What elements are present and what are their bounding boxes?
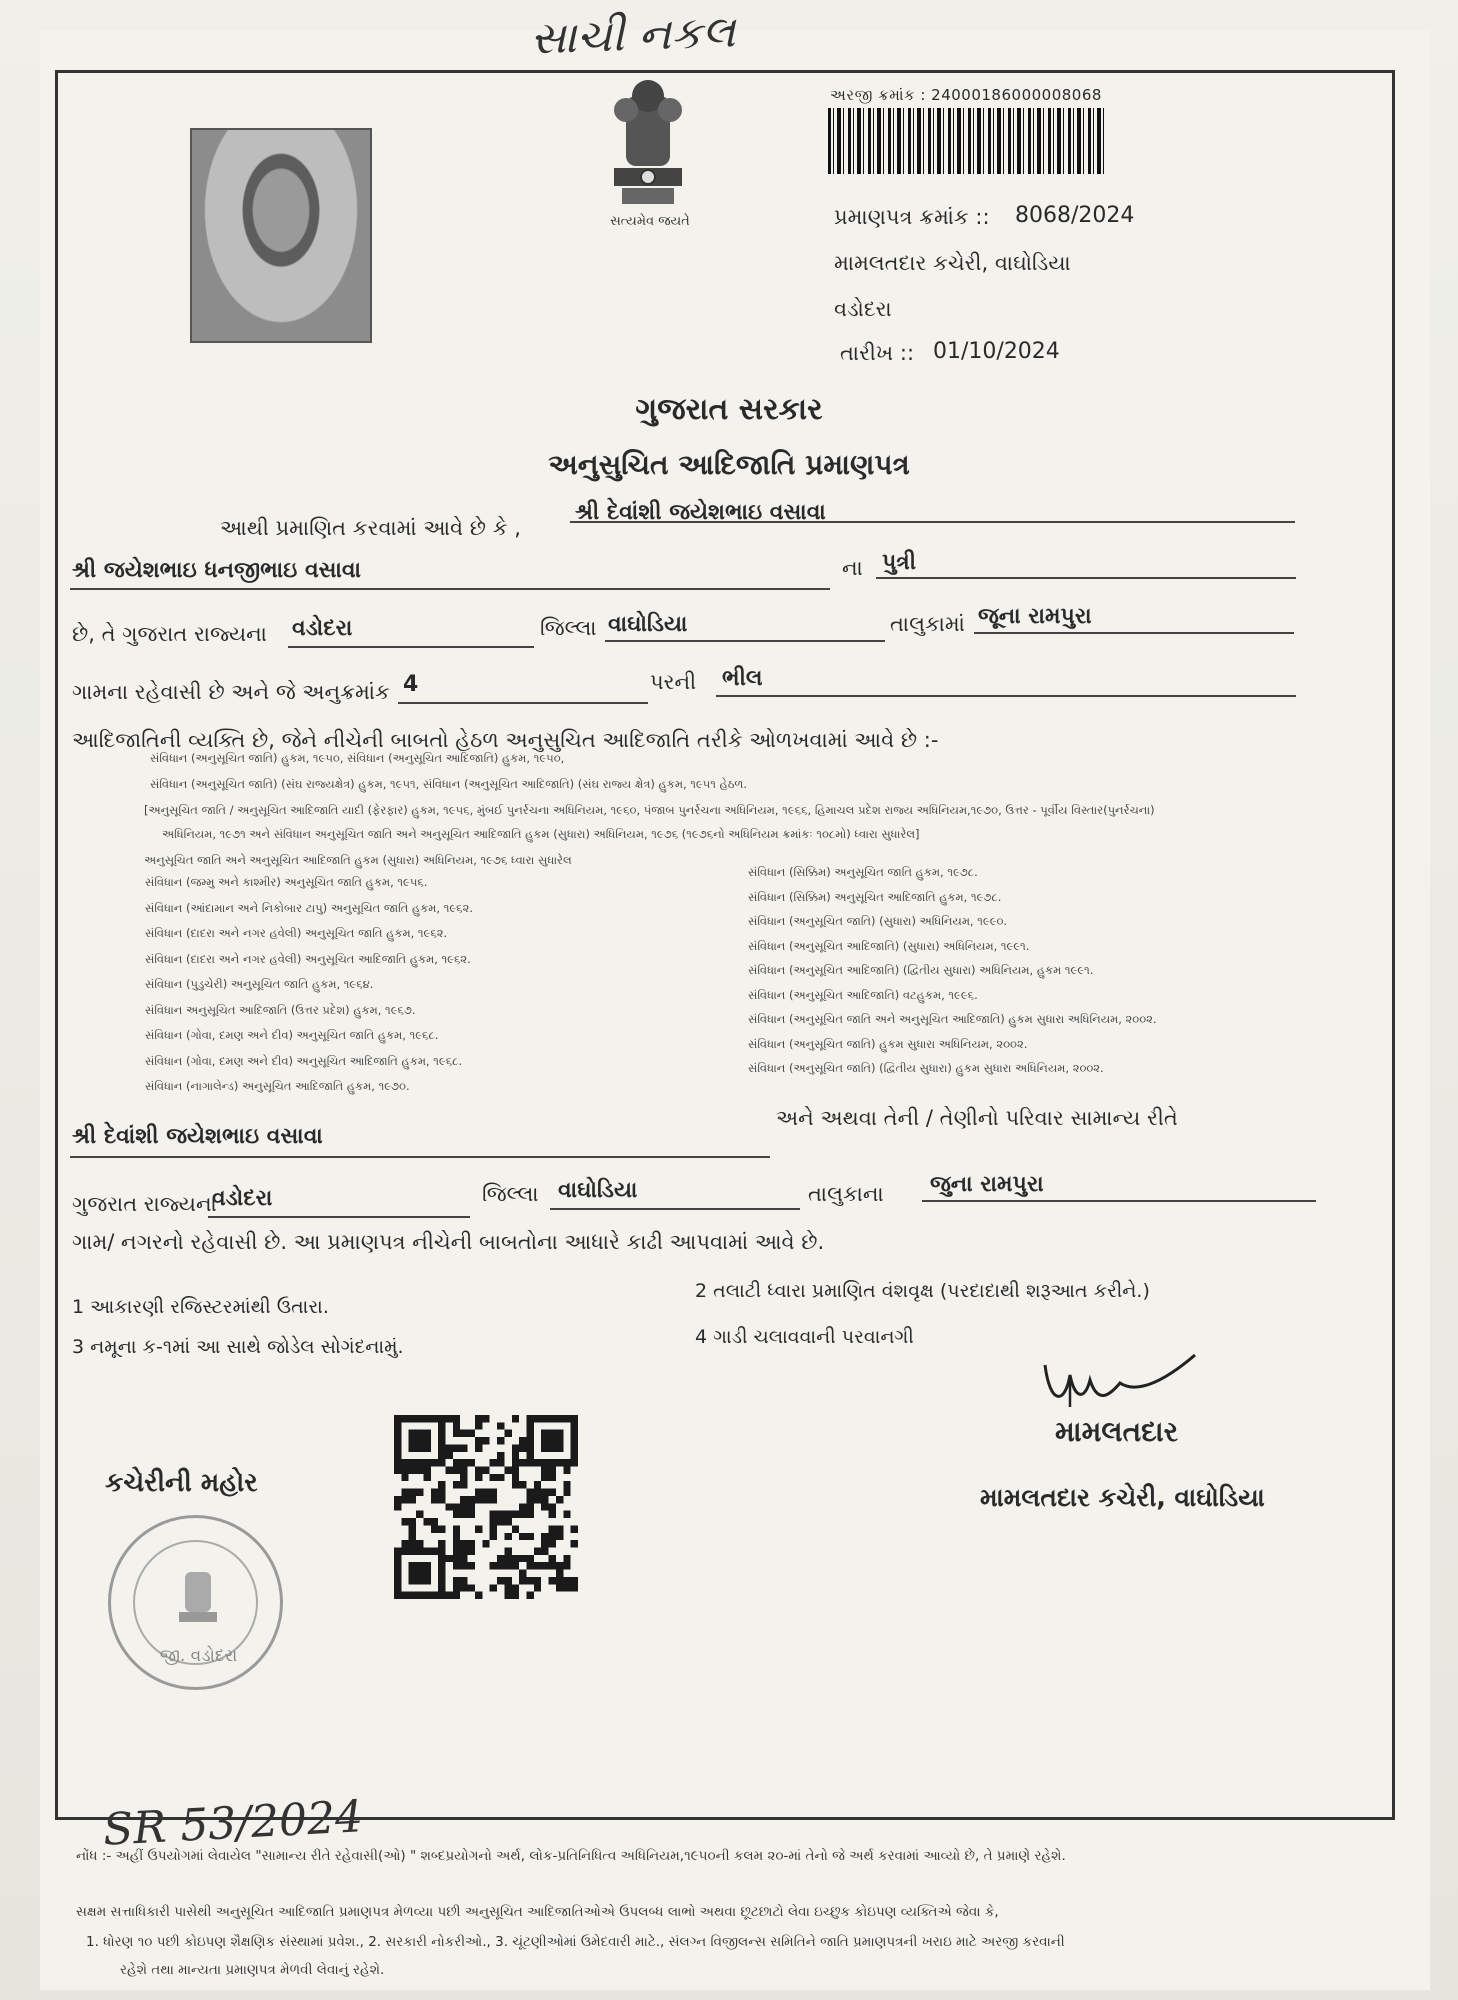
- district-label: જિલ્લા: [540, 616, 597, 640]
- signatory-title: મામલતદાર: [1055, 1415, 1179, 1448]
- act-item: સંવિધાન (અનુસૂચિત આદિજાતિ) વટહુકમ, ૧૯૯૬.: [748, 987, 978, 1002]
- residence-taluka-underline: [550, 1208, 800, 1210]
- serial-underline: [398, 702, 648, 704]
- office-seal-label: કચેરીની મહોર: [105, 1468, 258, 1498]
- cert-no: 8068/2024: [1015, 203, 1135, 228]
- taluka-label: તાલુકામાં: [890, 612, 965, 636]
- act-item: સંવિધાન (દાદરા અને નગર હવેલી) અનુસૂચિત જાતિ હુકમ, ૧૯૬૨.: [145, 926, 448, 940]
- document-item: 3 નમૂના ક-૧માં આ સાથે જોડેલ સોગંદનામું.: [72, 1336, 404, 1358]
- act-item: સંવિધાન (સિક્કિમ) અનુસૂચિત આદિજાતિ હુકમ, ૧૯૭૮.: [748, 889, 1002, 904]
- village-underline: [974, 632, 1294, 634]
- act-item: સંવિધાન (સિક્કિમ) અનુસૂચિત જાતિ હુકમ, ૧૯૭૮.: [748, 865, 978, 879]
- act-item: સંવિધાન અનુસૂચિત આદિજાતિ (ઉત્તર પ્રદેશ) હુકમ, ૧૯૬૭.: [145, 1002, 416, 1017]
- residence-taluka: વાઘોડિયા: [558, 1178, 638, 1203]
- on-label: પરની: [650, 670, 697, 694]
- act-item: સંવિધાન (અનુસૂચિત જાતિ) (દ્વિતીય સુધારા) હુકમ સુધારા અધિનિયમ, ૨૦૦૨.: [748, 1061, 1104, 1075]
- state-emblem-icon: [596, 76, 700, 226]
- serial-prefix: ગામના રહેવાસી છે અને જે અનુક્રમાંક: [72, 680, 390, 704]
- relation-underline: [876, 577, 1296, 579]
- residence-village-underline: [922, 1200, 1316, 1202]
- taluka-underline: [605, 640, 885, 642]
- residence-taluka-label: તાલુકાના: [808, 1182, 884, 1206]
- top-handwriting: સાચી નકલ: [529, 6, 737, 65]
- note-2: સક્ષમ સત્તાધિકારી પાસેથી અનુસૂચિત આદિજાતિ પ્રમાણપત્ર મેળવ્યા પછી અનુસૂચિત આદિજાતિઓએ ઉપલબ્ધ લાભો અથવા છૂટછાટો લેવા ઇચ્છુક કોઇપણ વ્યક્તિએ જેવા કે,: [76, 1904, 999, 1920]
- issue-date: 01/10/2024: [933, 339, 1060, 364]
- emblem-motto: સત્યમેવ જયતે: [610, 214, 690, 229]
- parent-underline: [70, 588, 830, 590]
- residence-district-label: જિલ્લા: [482, 1182, 539, 1206]
- date-label: તારીખ ::: [840, 341, 915, 365]
- residence-district-underline: [208, 1216, 470, 1218]
- document-item: 2 તલાટી ધ્વારા પ્રમાણિત વંશવૃક્ષ (પરદાદાથી શરૂઆત કરીને.): [695, 1280, 1150, 1302]
- recognition-text: આદિજાતિની વ્યક્તિ છે, જેને નીચેની બાબતો હેઠળ અનુસુચિત આદિજાતિ તરીકે ઓળખવામાં આવે છે :-: [72, 728, 939, 752]
- acts-top-list: [144, 750, 1270, 868]
- barcode: [828, 108, 1106, 174]
- taluka-value: વાઘોડિયા: [608, 612, 688, 637]
- note-4: રહેશે તથા માન્યતા પ્રમાણપત્ર મેળવી લેવાનું રહેશે.: [120, 1962, 385, 1978]
- issuing-city: વડોદરા: [834, 297, 892, 321]
- act-item: સંવિધાન (અનુસૂચિત આદિજાતિ) (સુધારા) અધિનિયમ, ૧૯૯૧.: [748, 938, 1030, 953]
- serial-number: 4: [403, 672, 419, 697]
- note-3: 1. ધોરણ ૧૦ પછી કોઇપણ શૈક્ષણિક સંસ્થામાં પ્રવેશ., 2. સરકારી નોકરીઓ., 3. ચૂંટણીઓમાં ઉમેદવારી માટે., સંલગ્ન વિજીલન્સ સમિતિને જાતિ પ્રમાણપત્રની ખરાઇ માટે અરજી કરવાની: [86, 1934, 1065, 1950]
- office-stamp: [108, 1515, 283, 1690]
- resident-text: ગામ/ નગરનો રહેવાસી છે. આ પ્રમાણપત્ર નીચેની બાબતોના આધારે કાઢી આપવામાં આવે છે.: [72, 1230, 825, 1254]
- document-item: 4 ગાડી ચલાવવાની પરવાનગી: [695, 1326, 914, 1348]
- qr-code: [394, 1410, 578, 1604]
- relation: પુત્રી: [882, 550, 917, 575]
- act-item: સંવિધાન (અનુસૂચિત આદિજાતિ) (દ્વિતીય સુધારા) અધિનિયમ, હુકમ ૧૯૯૧.: [748, 963, 1094, 977]
- tribe-underline: [716, 695, 1296, 697]
- stamp-emblem-icon: [173, 1562, 223, 1632]
- sr-handwriting: SR 53/2024: [101, 1791, 365, 1856]
- state-prefix: છે, તે ગુજરાત રાજ્યના: [72, 622, 267, 646]
- act-item: સંવિધાન (અનુસૂચિત જાતિ) હુકમ સુધારા અધિનિયમ, ૨૦૦૨.: [748, 1036, 1028, 1051]
- holder-name-repeat: શ્રી દેવાંશી જયેશભાઇ વસાવા: [72, 1124, 323, 1149]
- acts-left-list: [145, 870, 705, 1100]
- residence-district: વડોદરા: [212, 1186, 273, 1211]
- district-value: વડોદરા: [292, 616, 353, 641]
- certificate-title: અનુસુચિત આદિજાતિ પ્રમાણપત્ર: [548, 448, 910, 481]
- act-item: સંવિધાન (ગોવા, દમણ અને દીવ) અનુસૂચિત આદિજાતિ હુકમ, ૧૯૬૮.: [145, 1053, 463, 1068]
- tribe-value: ભીલ: [722, 666, 763, 691]
- note-1: નોંધ :- અહીં ઉપયોગમાં લેવાયેલ "સામાન્ય રીતે રહેવાસી(ઓ) " શબ્દપ્રયોગનો અર્થ, લોક-પ્રતિનિધિત્વ અધિનિયમ,૧૯૫૦ની કલમ ૨૦-માં તેનો જે અર્થ કરવામાં આવ્યો છે, તે પ્રમાણે રહેશે.: [76, 1848, 1066, 1864]
- act-item: સંવિધાન (દાદરા અને નગર હવેલી) અનુસૂચિત આદિજાતિ હુકમ, ૧૯૬૨.: [145, 951, 471, 966]
- cert-no-label: પ્રમાણપત્ર ક્રમાંક ::: [834, 205, 990, 229]
- signatory-office: મામલતદાર કચેરી, વાઘોડિયા: [980, 1483, 1265, 1512]
- act-item: સંવિધાન (જમ્મુ અને કાશ્મીર) અનુસૂચિત જાતિ હુકમ, ૧૯૫૬.: [145, 875, 428, 889]
- signature: [1040, 1345, 1200, 1415]
- residence-prefix: ગુજરાત રાજ્યના: [72, 1192, 217, 1216]
- act-item: સંવિધાન (પુડુચેરી) અનુસૂચિત જાતિ હુકમ, ૧૯૬૪.: [145, 977, 374, 991]
- district-underline: [288, 646, 534, 648]
- document-item: 1 આકારણી રજિસ્ટરમાંથી ઉતારા.: [72, 1296, 329, 1318]
- act-item: સંવિધાન (અનુસૂચિત જાતિ) (સંઘ રાજ્યક્ષેત્ર) હુકમ, ૧૯૫૧, સંવિધાન (અનુસૂચિત આદિજાતિ) (સંઘ રાજ્ય ક્ષેત્ર) હુકમ, ૧૯૫૧ હેઠળ.: [150, 777, 748, 791]
- act-item: સંવિધાન (અનુસૂચિત જાતિ) હુકમ, ૧૯૫૦, સંવિધાન (અનુસૂચિત આદિજાતિ) હુકમ, ૧૯૫૦,: [150, 751, 565, 765]
- government-title: ગુજરાત સરકાર: [635, 392, 823, 427]
- act-item: અનુસૂચિત જાતિ અને અનુસૂચિત આદિજાતિ હુકમ (સુધારા) અધિનિયમ, ૧૯૭૬ ધ્વારા સુધારેલ: [144, 853, 572, 867]
- issuing-office: મામલતદાર કચેરી, વાઘોડિયા: [834, 251, 1071, 275]
- application-number: અરજી ક્રમાંક : 24000186000008068: [830, 86, 1102, 104]
- family-text: અને અથવા તેની / તેણીનો પરિવાર સામાન્ય રીતે: [776, 1106, 1178, 1130]
- certify-prefix: આથી પ્રમાણિત કરવામાં આવે છે કે ,: [220, 516, 521, 540]
- act-item: સંવિધાન (અનુસૂચિત જાતિ) (સુધારા) અધિનિયમ, ૧૯૯૦.: [748, 914, 1008, 928]
- village-value: જૂના રામપુરા: [978, 604, 1092, 629]
- holder-name-underline: [70, 1156, 770, 1158]
- residence-village: જુના રામપુરા: [930, 1172, 1044, 1197]
- of-label: ના: [842, 556, 863, 580]
- act-item: સંવિધાન (આંદામાન અને નિકોબાર ટાપુ) અનુસૂચિત જાતિ હુકમ, ૧૯૬૨.: [145, 900, 474, 915]
- certificate-holder-name: શ્રી દેવાંશી જયેશભાઇ વસાવા: [575, 500, 826, 525]
- stamp-text: જી. વડોદરા: [159, 1646, 238, 1666]
- act-item: સંવિધાન (ગોવા, દમણ અને દીવ) અનુસૂચિત જાતિ હુકમ, ૧૯૬૮.: [145, 1028, 439, 1042]
- applicant-photo: [190, 128, 372, 343]
- act-item: સંવિધાન (અનુસૂચિત જાતિ અને અનુસૂચિત આદિજાતિ) હુકમ સુધારા અધિનિયમ, ૨૦૦૨.: [748, 1012, 1157, 1026]
- parent-name: શ્રી જયેશભાઇ ધનજીભાઇ વસાવા: [72, 558, 361, 583]
- act-item: અધિનિયમ, ૧૯૭૧ અને સંવિધાન અનુસૂચિત જાતિ અને અનુસૂચિત આદિજાતિ હુકમ (સુધારા) અધિનિયમ, ૧૯૭૬ (૧૯૭૬નો અધિનિયમ ક્રમાંકઃ ૧૦૮મો) ધ્વારા સુધારેલ]: [162, 827, 920, 841]
- act-item: [અનુસૂચિત જાતિ / અનુસૂચિત આદિજાતિ યાદી (ફેરફાર) હુકમ, ૧૯૫૬, મુંબઈ પુનર્રચના અધિનિયમ, ૧૯૬૦, પંજાબ પુનર્રચના અધિનિયમ, ૧૯૬૬, હિમાચલ પ્રદેશ રાજ્ય અધિનિયમ,૧૯૭૦, ઉત્તર - પૂર્વીય વિસ્તાર(પુનર્રચના): [144, 803, 1155, 817]
- act-item: સંવિધાન (નાગાલેન્ડ) અનુસૂચિત આદિજાતિ હુકમ, ૧૯૭૦.: [145, 1079, 410, 1093]
- acts-right-list: [748, 860, 1308, 1081]
